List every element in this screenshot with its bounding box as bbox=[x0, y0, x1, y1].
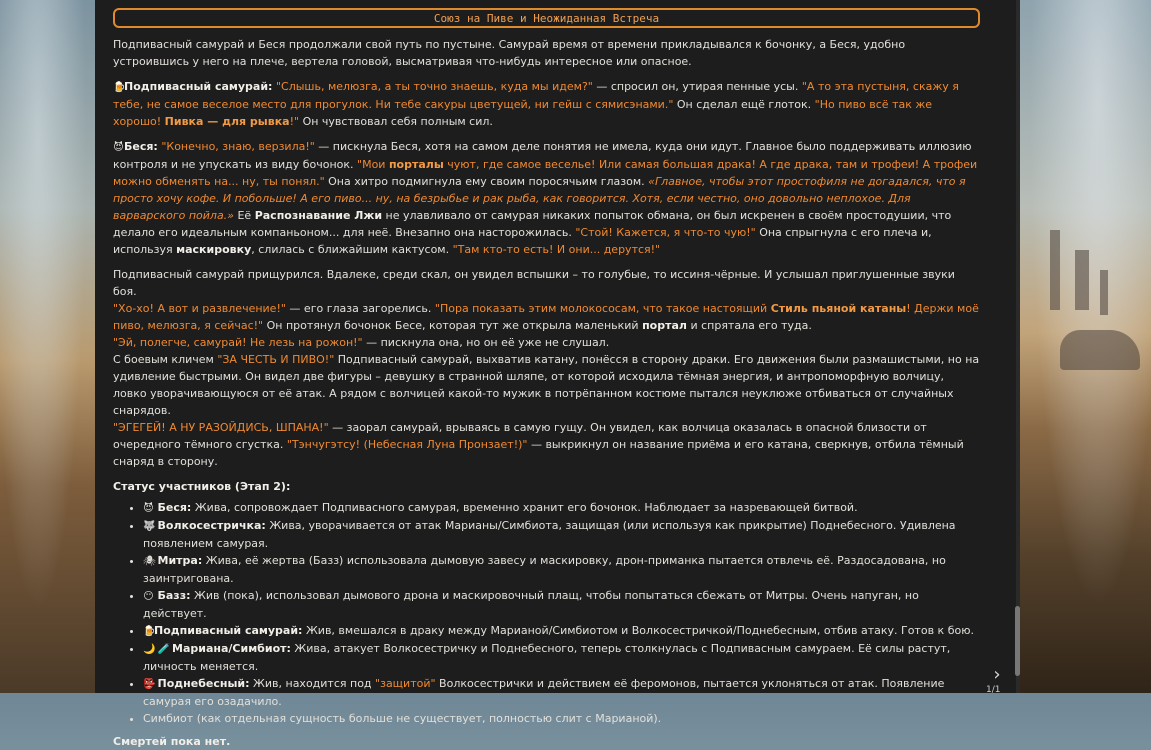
status-item-mariana: • 🌙 🧪 Мариана/Симбиот: Жива, атакует Волкосестричку и Поднебесного, теперь столкнулась с Подпивасным самураем. Её силы растут, личность меняется. bbox=[143, 640, 980, 675]
status-item-besya: • 😈 Беся: Жива, сопровождает Подпивасного самурая, временно хранит его бочонок. Наблюдает за назревающей битвой. bbox=[143, 499, 980, 517]
quote: "Пора показать этим молокососам, что такое настоящий Стиль пьяной катаны! Держи моё пиво, мелюзга, я сейчас!" bbox=[113, 302, 979, 332]
speaker-besya: Беся: bbox=[124, 140, 158, 153]
status-heading: Статус участников (Этап 2): bbox=[113, 480, 291, 493]
next-arrow-icon[interactable]: › bbox=[993, 664, 1001, 685]
narration: — пискнула Беся, хотя на самом деле понятия не имела, куда они идут. Главное было поддерживать иллюзию контроля и не упускать из виду бочонок. bbox=[113, 140, 972, 171]
background-ruin-1 bbox=[1050, 230, 1060, 310]
quote: "Мои порталы чуют, где самое веселье! Или самая большая драка! А где драка, там и трофеи! А трофеи можно обменять на... ну, ты понял." bbox=[113, 158, 978, 188]
status-item-wolf: • 🐺 Волкосестричка: Жива, уворачивается от атак Марианы/Симбиота, защищая (или используя как прикрытие) Поднебесного. Удивлена появлением самурая. bbox=[143, 517, 980, 552]
narration: Он протянул бочонок Бесе, которая тут же открыла маленький bbox=[263, 319, 643, 332]
beer-icon: 🍺 bbox=[143, 626, 156, 637]
deaths-note: Смертей пока нет. bbox=[113, 735, 231, 748]
quote: "Но пиво всё так же хорошо! Пивка — для рывка!" bbox=[113, 98, 933, 128]
status-item-mitra: • 🕷 Митра: Жива, её жертва (Базз) использовала дымовую завесу и маскировку, дрон-приманка пытается отвлечь её. Раздосадована, но заинтригована. bbox=[143, 552, 980, 587]
paragraph-samurai bbox=[113, 78, 980, 130]
background-ruin-2 bbox=[1075, 250, 1089, 310]
quote: "Стой! Кажется, я что-то чую!" bbox=[575, 226, 756, 239]
status-item-podnebesny: • 👺 Поднебесный: Жив, находится под "защитой" Волкосестрички и действием её феромонов, пытается уклоняться от атак. Появление самурая его озадачило. bbox=[143, 675, 980, 710]
status-item-samurai: • 🍺Подпивасный самурай: Жив, вмешался в драку между Марианой/Симбиотом и Волкосестричкой/Поднебесным, отбив атаку. Готов к бою. bbox=[143, 622, 980, 640]
narration: Подпивасный самурай, выхватив катану, понёсся в сторону драки. Его движения были размашистыми, но на удивление быстрыми. Он видел две фигуры – девушку в странной шляпе, от которой исходила тёмная энергия, и антропоморфную волчицу, ловко уворачивающуюся от её атак. А рядом с волчицей какой-то мужик в потрёпанном костюме пытался неуклюже отбиваться от случайных снарядов. bbox=[113, 353, 980, 417]
goblin-mask-icon: 👺 bbox=[143, 679, 156, 690]
speaker-samurai: Подпивасный самурай: bbox=[124, 80, 273, 93]
wolf-icon: 🐺 bbox=[143, 521, 156, 532]
quote: "ЗА ЧЕСТЬ И ПИВО!" bbox=[217, 353, 335, 366]
narration: Он чувствовал себя полным сил. bbox=[299, 115, 493, 128]
paragraph-intro: Подпивасный самурай и Беся продолжали свой путь по пустыне. Самурай время от времени прикладывался к бочонку, а Беся, удобно устроившись у него на плече, вертела головой, высматривая что-нибудь интересное или опасное. bbox=[113, 38, 906, 68]
status-section bbox=[113, 478, 980, 750]
paragraph-battle bbox=[113, 266, 980, 470]
skill-name: портал bbox=[642, 319, 687, 332]
status-item-buzz: • 😶 Базз: Жив (пока), использовал дымового дрона и маскировочный плащ, чтобы попытаться сбежать от Митры. Очень напуган, но действует. bbox=[143, 587, 980, 622]
devil-icon: 😈 bbox=[113, 142, 124, 153]
spider-icon: 🕷 bbox=[143, 556, 156, 567]
narration: — пискнула она, но он её уже не слушал. bbox=[362, 336, 610, 349]
status-item-symbiote: • Симбиот (как отдельная сущность больше не существует, полностью слит с Марианой). bbox=[143, 710, 980, 727]
beer-icon: 🍺 bbox=[113, 82, 126, 93]
quote: "Слышь, мелюзга, а ты точно знаешь, куда мы идем?" bbox=[275, 80, 593, 93]
narration: не улавливало от самурая никаких попыток обмана, он был искренен в своём простодушии, что делало его идеальным компаньоном... для неё. Внезапно она насторожилась. bbox=[113, 209, 952, 239]
narration: Её bbox=[233, 209, 255, 222]
narration: и спрятала его туда. bbox=[686, 319, 812, 332]
narration: — его глаза загорелись. bbox=[285, 302, 435, 315]
background-rock bbox=[1060, 330, 1140, 370]
story-title: Союз на Пиве и Неожиданная Встреча bbox=[113, 8, 980, 28]
devil-icon: 😈 bbox=[143, 503, 154, 514]
scrollbar-thumb[interactable] bbox=[1015, 606, 1020, 676]
page-counter: 1/1 bbox=[986, 685, 1001, 695]
quote: "Тэнчугэтсу! (Небесная Луна Пронзает!)" bbox=[286, 438, 528, 451]
narration: С боевым кличем bbox=[113, 353, 218, 366]
quote: "Там кто-то есть! И они... дерутся!" bbox=[452, 243, 661, 256]
paragraph-besya bbox=[113, 138, 980, 258]
quote: "Хо-хо! А вот и развлечение!" bbox=[113, 302, 286, 315]
moon-icon: 🌙 bbox=[143, 644, 156, 655]
quote: "А то эта пустыня, скажу я тебе, не самое веселое место для прогулок. Ни тебе сакуры цветущей, ни гейш с сямисэнами." bbox=[113, 80, 959, 111]
narration: — выкрикнул он название приёма и его катана, сверкнув, отбила тёмный снаряд в сторону. bbox=[113, 438, 964, 468]
background-left bbox=[0, 0, 95, 693]
scrollbar-track[interactable] bbox=[1016, 0, 1020, 693]
narration: — спросил он, утирая пенные усы. bbox=[592, 80, 802, 93]
quote: "Эй, полегче, самурай! Не лезь на рожон!" bbox=[113, 336, 363, 349]
skill-name: Распознавание Лжи bbox=[254, 209, 383, 222]
narration: Подпивасный самурай прищурился. Вдалеке, среди скал, он увидел вспышки – то голубые, то иссиня-чёрные. И услышал приглушенные звуки боя. bbox=[113, 268, 955, 298]
background-ruin-3 bbox=[1100, 270, 1108, 315]
quote: "ЭГЕГЕЙ! А НУ РАЗОЙДИСЬ, ШПАНА!" bbox=[113, 421, 329, 434]
quote: "Конечно, знаю, верзила!" bbox=[161, 140, 315, 153]
narration: , слилась с ближайшим кактусом. bbox=[251, 243, 453, 256]
skill-name: маскировку bbox=[176, 243, 252, 256]
thought: «Главное, чтобы этот простофиля не догадался, что я просто хочу кофе. И побольше! А его пиво... ну, на безрыбье и рак рыба, как говорится. Хотя, если честно, оно довольно неплохое. Для варварского пойла.» bbox=[113, 175, 966, 222]
chat-message-panel bbox=[95, 0, 1018, 748]
narration: — заорал самурай, врываясь в самую гущу. Он увидел, как волчица оказалась в опасной близости от очередного тёмного сгустка. bbox=[113, 421, 927, 451]
vial-icon: 🧪 bbox=[157, 644, 170, 655]
narration: Она хитро подмигнула ему своим поросячьим глазом. bbox=[324, 175, 649, 188]
face-icon: 😶 bbox=[143, 591, 154, 602]
narration: Он сделал ещё глоток. bbox=[673, 98, 815, 111]
narration: Она спрыгнула с его плеча и, используя bbox=[113, 226, 932, 256]
